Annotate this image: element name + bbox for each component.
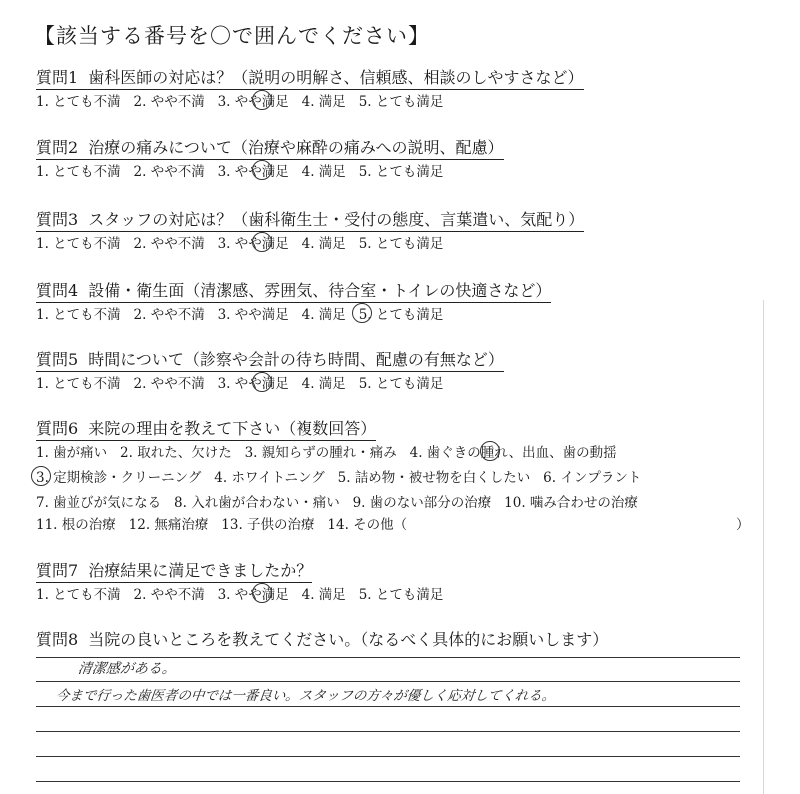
option-1[interactable]: 1. とても不満 bbox=[36, 376, 121, 392]
question-2-title bbox=[36, 138, 504, 160]
question-3-options bbox=[36, 235, 443, 253]
option-5[interactable]: 5. とても満足 bbox=[358, 164, 444, 180]
reason-row-3 bbox=[36, 494, 638, 512]
question-number: 質問8 bbox=[36, 630, 79, 649]
reason-option[interactable]: 13. 子供の治療 bbox=[221, 517, 315, 533]
reason-option[interactable]: 10. 噛み合わせの治療 bbox=[504, 495, 638, 511]
reason-row-2 bbox=[36, 469, 641, 487]
option-3[interactable]: 3. やや満足 bbox=[217, 94, 289, 110]
other-close-paren: ） bbox=[736, 517, 750, 533]
question-3-title bbox=[36, 210, 584, 232]
option-2[interactable]: 2. やや不満 bbox=[133, 376, 205, 392]
question-4-options bbox=[36, 306, 443, 324]
reason-option[interactable]: 12. 無痛治療 bbox=[128, 517, 209, 533]
answer-line bbox=[36, 706, 740, 707]
option-1[interactable]: 1. とても不満 bbox=[36, 164, 121, 180]
question-6-title bbox=[36, 419, 376, 441]
reason-option[interactable]: 5. 詰め物・被せ物を白くしたい bbox=[337, 470, 531, 486]
option-3[interactable]: 3. やや満足 bbox=[217, 236, 289, 252]
reason-option[interactable]: 11. 根の治療 bbox=[36, 517, 116, 533]
question-text: 当院の良いところを教えてください。（なるべく具体的にお願いします） bbox=[88, 630, 609, 649]
question-number: 質問6 bbox=[36, 419, 79, 438]
other-option[interactable]: 14. その他（ bbox=[327, 517, 408, 533]
question-text: 治療結果に満足できましたか？ bbox=[88, 561, 313, 580]
question-number: 質問7 bbox=[36, 561, 79, 580]
option-1[interactable]: 1. とても不満 bbox=[36, 236, 121, 252]
question-2-options bbox=[36, 163, 443, 181]
question-7-title bbox=[36, 561, 312, 583]
option-5[interactable]: 5. とても満足 bbox=[358, 236, 444, 252]
option-3[interactable]: 3. やや満足 bbox=[217, 376, 289, 392]
question-5-title bbox=[36, 350, 504, 372]
scan-edge-line bbox=[763, 300, 764, 794]
reason-option[interactable]: 6. インプラント bbox=[543, 470, 642, 486]
question-number: 質問2 bbox=[36, 138, 79, 157]
question-1-title bbox=[36, 68, 584, 90]
option-5[interactable]: 5. とても満足 bbox=[358, 376, 444, 392]
question-text: 歯科医師の対応は？（説明の明解さ、信頼感、相談のしやすさなど） bbox=[88, 68, 584, 87]
option-2[interactable]: 2. やや不満 bbox=[133, 587, 205, 603]
answer-line bbox=[36, 756, 740, 757]
answer-line bbox=[36, 731, 740, 732]
option-3[interactable]: 3. やや満足 bbox=[217, 164, 289, 180]
option-2[interactable]: 2. やや不満 bbox=[133, 164, 205, 180]
option-3[interactable]: 3. やや満足 bbox=[217, 587, 289, 603]
reason-option[interactable]: 4. ホワイトニング bbox=[214, 470, 325, 486]
reason-option[interactable]: 2. 取れた、欠けた bbox=[120, 445, 232, 461]
option-4[interactable]: 4. 満足 bbox=[301, 376, 346, 392]
reason-row-4 bbox=[36, 516, 407, 534]
option-2[interactable]: 2. やや不満 bbox=[133, 94, 205, 110]
reason-row-1 bbox=[36, 444, 617, 462]
question-1-options bbox=[36, 93, 443, 111]
option-2[interactable]: 2. やや不満 bbox=[133, 307, 205, 323]
option-1[interactable]: 1. とても不満 bbox=[36, 307, 121, 323]
question-text: 来院の理由を教えて下さい（複数回答） bbox=[88, 419, 377, 438]
question-number: 質問1 bbox=[36, 68, 79, 87]
option-4[interactable]: 4. 満足 bbox=[301, 164, 346, 180]
question-text: 設備・衛生面（清潔感、雰囲気、待合室・トイレの快適さなど） bbox=[88, 281, 552, 300]
option-1[interactable]: 1. とても不満 bbox=[36, 94, 121, 110]
question-text: 治療の痛みについて（治療や麻酔の痛みへの説明、配慮） bbox=[88, 138, 504, 157]
reason-option[interactable]: 7. 歯並びが気になる bbox=[36, 495, 162, 511]
option-4[interactable]: 4. 満足 bbox=[301, 307, 346, 323]
question-number: 質問3 bbox=[36, 210, 79, 229]
handwritten-answer-1: 清潔感がある。 bbox=[77, 661, 177, 677]
option-3[interactable]: 3. やや満足 bbox=[217, 307, 289, 323]
answer-line bbox=[36, 681, 740, 682]
option-4[interactable]: 4. 満足 bbox=[301, 587, 346, 603]
option-5[interactable]: 5. とても満足 bbox=[358, 307, 444, 323]
question-number: 質問4 bbox=[36, 281, 79, 300]
option-4[interactable]: 4. 満足 bbox=[301, 94, 346, 110]
answer-line bbox=[36, 781, 740, 782]
reason-option[interactable]: 3. 定期検診・クリーニング bbox=[36, 470, 202, 486]
reason-option[interactable]: 3. 親知らずの腫れ・痛み bbox=[244, 445, 397, 461]
question-7-options bbox=[36, 586, 443, 604]
form-header: 【該当する番号を〇で囲んでください】 bbox=[34, 24, 430, 48]
question-text: スタッフの対応は？（歯科衛生士・受付の態度、言葉遣い、気配り） bbox=[88, 210, 585, 229]
question-4-title bbox=[36, 281, 551, 303]
handwritten-answer-2: 今まで行った歯医者の中では一番良い。スタッフの方々が優しく応対してくれる。 bbox=[54, 688, 557, 704]
reason-option[interactable]: 8. 入れ歯が合わない・痛い bbox=[174, 495, 340, 511]
option-1[interactable]: 1. とても不満 bbox=[36, 587, 121, 603]
question-number: 質問5 bbox=[36, 350, 79, 369]
option-4[interactable]: 4. 満足 bbox=[301, 236, 346, 252]
reason-option[interactable]: 9. 歯のない部分の治療 bbox=[352, 495, 492, 511]
question-8-title bbox=[36, 630, 608, 651]
question-5-options bbox=[36, 375, 443, 393]
option-2[interactable]: 2. やや不満 bbox=[133, 236, 205, 252]
reason-option[interactable]: 1. 歯が痛い bbox=[36, 445, 108, 461]
option-5[interactable]: 5. とても満足 bbox=[358, 587, 444, 603]
reason-option[interactable]: 4. 歯ぐきの腫れ、出血、歯の動揺 bbox=[409, 445, 617, 461]
option-5[interactable]: 5. とても満足 bbox=[358, 94, 444, 110]
question-text: 時間について（診察や会計の待ち時間、配慮の有無など） bbox=[88, 350, 504, 369]
